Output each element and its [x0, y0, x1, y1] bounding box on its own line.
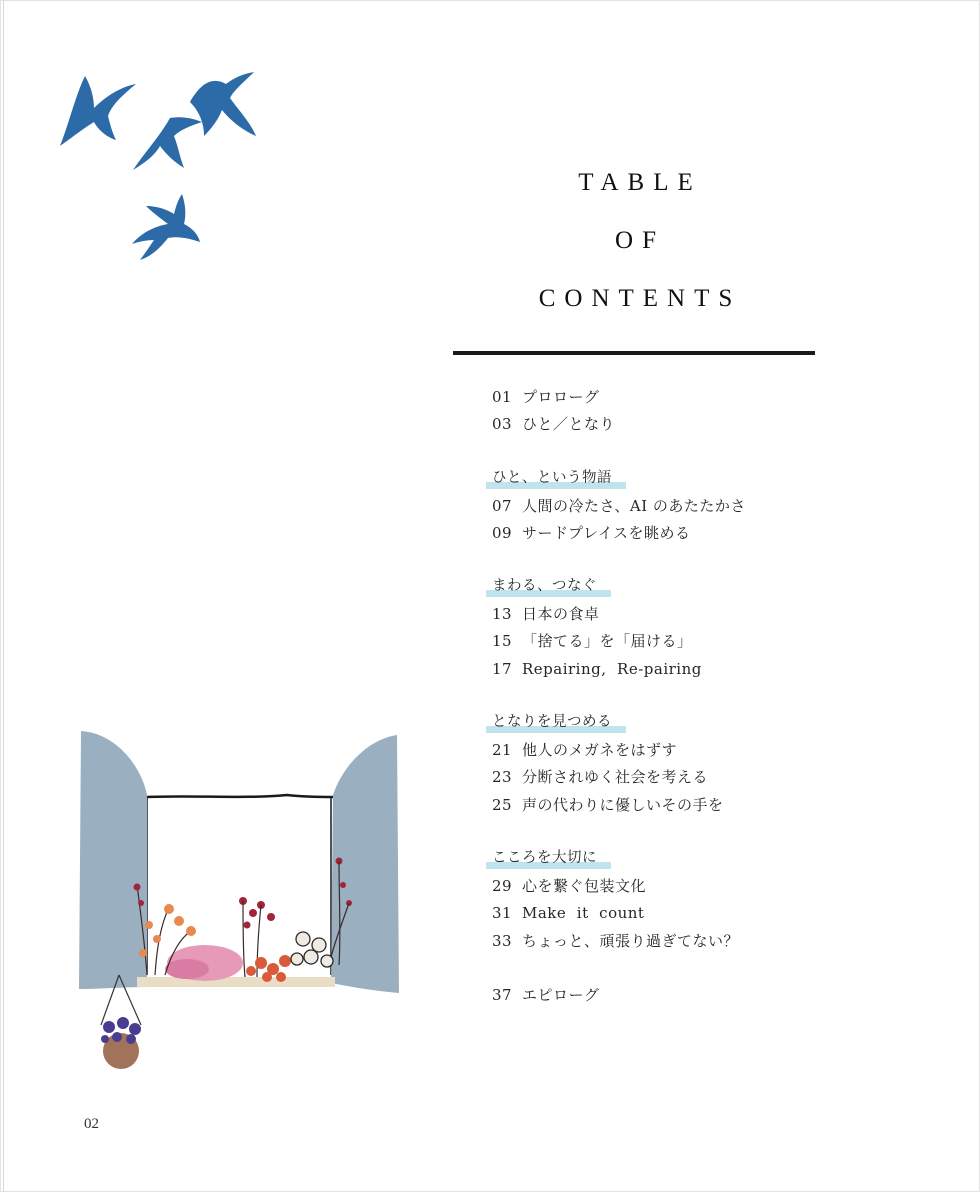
title-line-of: OF [615, 227, 665, 254]
toc-item-number: 33 [492, 931, 513, 950]
bird-4 [132, 194, 200, 260]
toc-item[interactable] [492, 520, 912, 547]
window-flowers-illustration [75, 725, 405, 1075]
toc-item-number: 25 [492, 795, 513, 814]
section-title: こころを大切に [492, 849, 597, 866]
toc-item[interactable] [492, 982, 912, 1009]
toc-item-number: 09 [492, 523, 513, 542]
title-line-contents: CONTENTS [538, 285, 742, 312]
toc-item[interactable] [492, 737, 912, 764]
toc-item[interactable] [492, 411, 912, 438]
basket-flowers [101, 1017, 141, 1044]
toc-item[interactable] [492, 764, 912, 791]
toc-item[interactable] [492, 928, 912, 955]
toc-list [492, 384, 912, 1009]
toc-item-title: サードプレイスを眺める [522, 523, 691, 542]
toc-item[interactable] [492, 384, 912, 411]
toc-item[interactable] [492, 493, 912, 520]
toc-item-title: エピローグ [522, 985, 600, 1004]
toc-item-number: 29 [492, 876, 513, 895]
toc-gap [492, 955, 912, 982]
toc-item[interactable] [492, 601, 912, 628]
toc-gap [492, 547, 912, 574]
section-title: まわる、つなぐ [492, 578, 597, 595]
window-frame-line [147, 795, 333, 797]
toc-item-title: ちょっと、頑張り過ぎてない？ [522, 931, 740, 950]
toc-item[interactable] [492, 628, 912, 655]
toc-section-heading [492, 574, 597, 601]
toc-gap [492, 683, 912, 710]
bird-2 [133, 117, 202, 170]
right-shutter [331, 735, 399, 993]
toc-item[interactable] [492, 873, 912, 900]
toc-item-number: 01 [492, 388, 513, 406]
toc-section-heading [492, 466, 612, 493]
toc-item-title: Repairing, Re-pairing [522, 659, 702, 678]
toc-item-number: 13 [492, 605, 513, 624]
section-title: となりを見つめる [492, 714, 612, 731]
toc-item-title: プロローグ [522, 388, 600, 406]
bird-illustration [50, 60, 270, 270]
title-block [480, 160, 800, 334]
toc-item[interactable] [492, 656, 912, 683]
toc-item-title: Make it count [522, 904, 645, 923]
toc-section-heading [492, 710, 612, 737]
toc-item[interactable] [492, 792, 912, 819]
toc-item-number: 31 [492, 904, 513, 923]
section-title: ひと、という物語 [492, 469, 612, 486]
toc-item-title: 人間の冷たさ、AI のあたたかさ [522, 496, 746, 515]
window-sill [137, 977, 335, 987]
pink-bush-2 [165, 959, 209, 979]
toc-gap [492, 439, 912, 466]
left-shutter [79, 731, 147, 989]
toc-item-number: 37 [492, 985, 513, 1004]
bird-3 [190, 72, 256, 136]
page-number: 02 [84, 1116, 99, 1132]
toc-item-number: 23 [492, 768, 513, 787]
toc-item-title: 声の代わりに優しいその手を [522, 795, 724, 814]
toc-item-title: ひと／となり [522, 415, 616, 434]
toc-item-title: 心を繋ぐ包装文化 [522, 876, 647, 895]
toc-item-number: 03 [492, 415, 513, 434]
toc-item-title: 他人のメガネをはずす [522, 741, 678, 760]
title-line-table: TABLE [578, 169, 702, 196]
bird-1 [60, 76, 136, 146]
page-edge [3, 0, 4, 1192]
white-cluster [291, 932, 333, 967]
toc-item-title: 日本の食卓 [522, 605, 600, 624]
toc-item-title: 分断されゆく社会を考える [522, 768, 709, 787]
toc-item-number: 15 [492, 632, 513, 651]
toc-gap [492, 819, 912, 846]
toc-item[interactable] [492, 900, 912, 927]
toc-item-number: 21 [492, 741, 513, 760]
title-rule [453, 351, 815, 355]
toc-item-number: 17 [492, 659, 513, 678]
toc-section-heading [492, 846, 597, 873]
toc-item-number: 07 [492, 496, 513, 515]
toc-item-title: 「捨てる」を「届ける」 [522, 632, 693, 651]
